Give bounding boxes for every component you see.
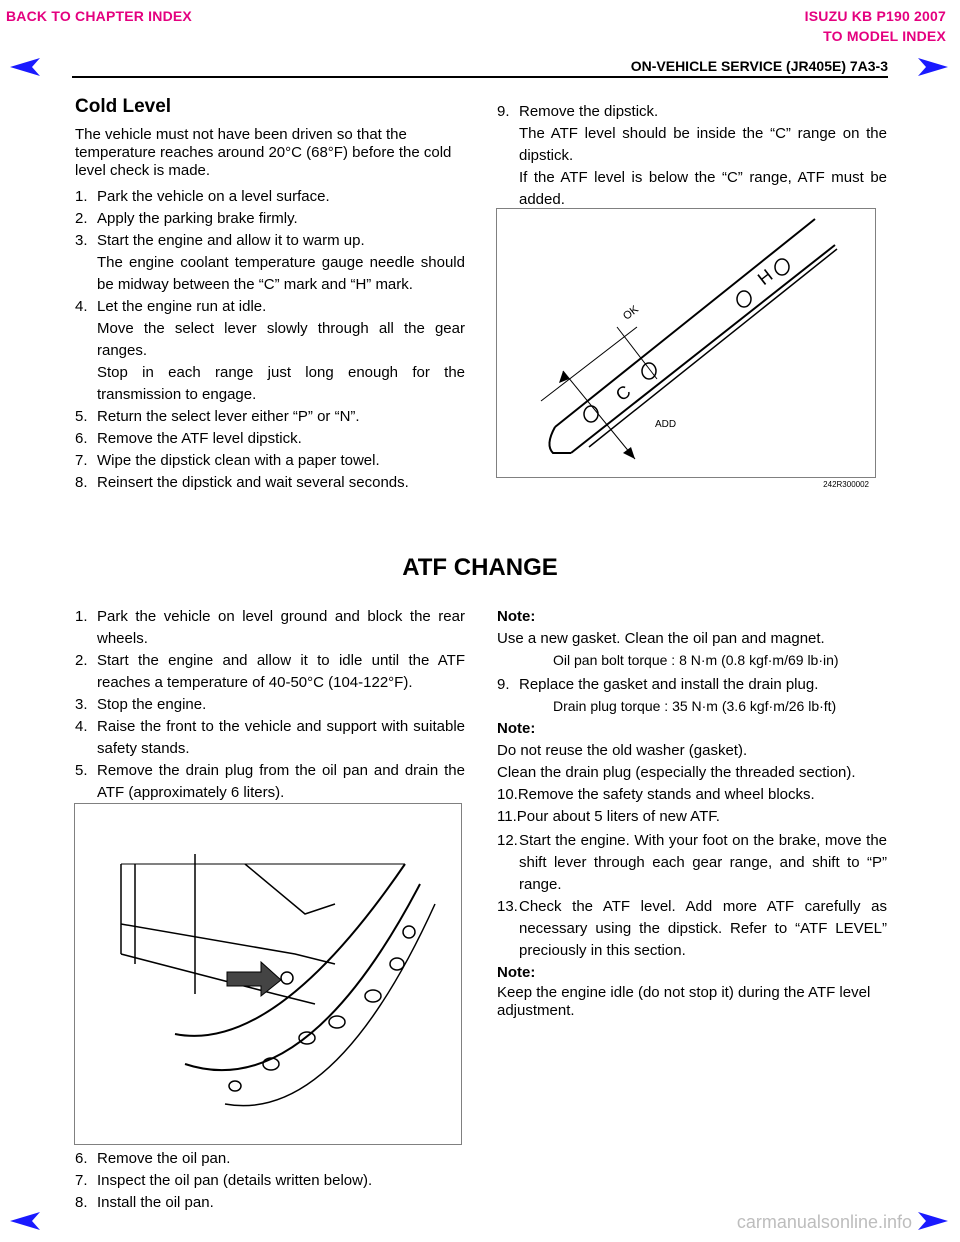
step-text: Inspect the oil pan (details written below). xyxy=(97,1172,373,1189)
step-12-number: 12. xyxy=(497,832,518,849)
footer-previous-arrow-icon[interactable] xyxy=(10,1212,40,1230)
step-item xyxy=(75,296,465,318)
step-sub-text: Move the select lever slowly through all the gear ranges. xyxy=(97,320,465,359)
oil-pan-illustration xyxy=(75,804,461,1144)
step-text: Start the engine and allow it to warm up. xyxy=(97,232,365,249)
step-item xyxy=(75,1192,465,1214)
step-13-text: Check the ATF level. Add more ATF carefully as necessary using the dipstick. Refer to “ATF LEVEL” preciously in this section. xyxy=(519,898,887,959)
step-item xyxy=(75,650,465,694)
dipstick-illustration xyxy=(497,209,875,477)
step-text: Remove the oil pan. xyxy=(97,1150,231,1167)
dipstick-figure-code: 242R300002 xyxy=(823,480,869,489)
cold-level-intro: The vehicle must not have been driven so that the temperature reaches around 20°C (68°F) before the cold level check is made. xyxy=(75,126,452,179)
note-2-line-2: Clean the drain plug (especially the threaded section). xyxy=(497,764,856,781)
note-1-label: Note: xyxy=(497,608,536,625)
step-item xyxy=(75,1170,465,1192)
step-text: Raise the front to the vehicle and support with suitable safety stands. xyxy=(97,718,465,757)
page-header-title: ON-VEHICLE SERVICE (JR405E) 7A3-3 xyxy=(630,58,888,74)
step-9-sub-1: The ATF level should be inside the “C” range on the dipstick. xyxy=(519,125,887,164)
step-text: Wipe the dipstick clean with a paper towel. xyxy=(97,452,380,469)
step-number: 3. xyxy=(75,232,88,249)
atf-change-steps-left xyxy=(75,606,465,804)
step-item xyxy=(75,760,465,804)
oil-pan-figure xyxy=(74,803,462,1145)
drain-plug-torque: Drain plug torque : 35 N·m (3.6 kgf·m/26 lb·ft) xyxy=(553,698,837,714)
step-item xyxy=(75,716,465,760)
step-item xyxy=(75,450,465,472)
step-number: 7. xyxy=(75,1172,88,1189)
step-number: 5. xyxy=(75,408,88,425)
note-2-line-1: Do not reuse the old washer (gasket). xyxy=(497,742,748,759)
cold-level-steps xyxy=(75,186,465,494)
back-to-chapter-index-link[interactable]: BACK TO CHAPTER INDEX xyxy=(6,8,192,24)
step-item xyxy=(75,230,465,252)
step-number: 3. xyxy=(75,696,88,713)
step-number: 5. xyxy=(75,762,88,779)
step-text: Park the vehicle on level ground and block the rear wheels. xyxy=(97,608,465,647)
step-text: Park the vehicle on a level surface. xyxy=(97,188,330,205)
atf-change-heading: ATF CHANGE xyxy=(402,554,558,581)
step-item xyxy=(75,208,465,230)
dipstick-label-h: H xyxy=(753,265,777,289)
step-number: 6. xyxy=(75,430,88,447)
note-3-label: Note: xyxy=(497,964,536,981)
dipstick-step-9 xyxy=(497,101,887,211)
step-text: Remove the ATF level dipstick. xyxy=(97,430,302,447)
atf-change-right-column xyxy=(497,606,887,1020)
step-number: 1. xyxy=(75,188,88,205)
step-item xyxy=(75,694,465,716)
back-to-model-index-link[interactable]: TO MODEL INDEX xyxy=(823,28,946,44)
step-item xyxy=(75,428,465,450)
step-12-text: Start the engine. With your foot on the brake, move the shift lever through each gear range, and shift to “P” range. xyxy=(519,832,887,893)
step-number: 4. xyxy=(75,718,88,735)
dipstick-label-ok: OK xyxy=(620,303,641,323)
step-number: 7. xyxy=(75,452,88,469)
step-number: 2. xyxy=(75,210,88,227)
previous-page-arrow-icon[interactable] xyxy=(10,58,40,76)
next-page-arrow-icon[interactable] xyxy=(918,58,948,76)
step-text: Return the select lever either “P” or “N”. xyxy=(97,408,360,425)
step-number: 6. xyxy=(75,1150,88,1167)
step-sub-text: Stop in each range just long enough for the transmission to engage. xyxy=(97,364,465,403)
dipstick-figure xyxy=(496,208,876,489)
step-text: Apply the parking brake firmly. xyxy=(97,210,298,227)
dipstick-label-c: C xyxy=(611,381,635,405)
oil-pan-bolt-torque: Oil pan bolt torque : 8 N·m (0.8 kgf·m/69 lb·in) xyxy=(553,652,839,668)
step-text: Remove the dipstick. xyxy=(519,103,659,120)
atf-change-steps-left-after xyxy=(75,1148,465,1214)
step-sub-text: The engine coolant temperature gauge needle should be midway between the “C” mark and “H” mark. xyxy=(97,254,465,293)
step-number: 2. xyxy=(75,652,88,669)
step-text: Install the oil pan. xyxy=(97,1194,214,1211)
step-text: Stop the engine. xyxy=(97,696,207,713)
cold-level-heading: Cold Level xyxy=(75,96,172,117)
step-number: 4. xyxy=(75,298,88,315)
note-2-label: Note: xyxy=(497,720,536,737)
step-9-text: Replace the gasket and install the drain plug. xyxy=(519,676,819,693)
step-text: Let the engine run at idle. xyxy=(97,298,267,315)
step-text: Start the engine and allow it to idle until the ATF reaches a temperature of 40-50°C (104-122°F). xyxy=(97,652,465,691)
step-item xyxy=(75,606,465,650)
step-item xyxy=(75,406,465,428)
step-text: Remove the drain plug from the oil pan and drain the ATF (approximately 6 liters). xyxy=(97,762,465,801)
step-item xyxy=(75,472,465,494)
cold-level-section xyxy=(75,96,465,494)
step-13-number: 13. xyxy=(497,898,518,915)
step-text: Reinsert the dipstick and wait several seconds. xyxy=(97,474,409,491)
step-number: 9. xyxy=(497,103,510,120)
step-number: 1. xyxy=(75,608,88,625)
step-number: 8. xyxy=(75,474,88,491)
note-3-text: Keep the engine idle (do not stop it) during the ATF level adjustment. xyxy=(497,984,871,1019)
step-9-number: 9. xyxy=(497,676,510,693)
step-10: 10.Remove the safety stands and wheel blocks. xyxy=(497,786,815,803)
note-1-text: Use a new gasket. Clean the oil pan and magnet. xyxy=(497,630,825,647)
step-item xyxy=(75,186,465,208)
step-11: 11.Pour about 5 liters of new ATF. xyxy=(497,808,720,825)
model-title: ISUZU KB P190 2007 xyxy=(804,8,946,24)
step-item xyxy=(75,1148,465,1170)
footer-next-arrow-icon[interactable] xyxy=(918,1212,948,1230)
header-rule xyxy=(72,76,888,78)
step-9-sub-2: If the ATF level is below the “C” range, ATF must be added. xyxy=(519,169,887,208)
footer-watermark: carmanualsonline.info xyxy=(736,1212,912,1232)
step-number: 8. xyxy=(75,1194,88,1211)
dipstick-label-add: ADD xyxy=(655,419,677,430)
